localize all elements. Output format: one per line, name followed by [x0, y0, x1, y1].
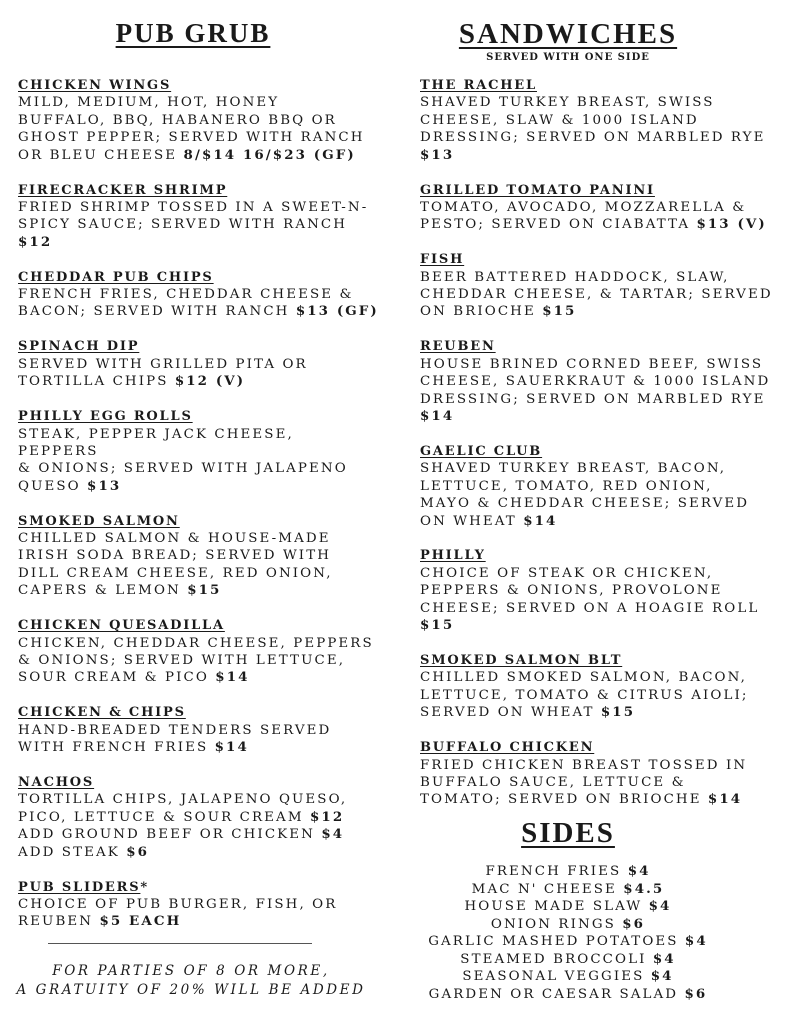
item-name: FISH: [420, 252, 465, 268]
item-description: CHICKEN, CHEDDAR CHEESE, PEPPERS & ONIONS; SERVED WITH LETTUCE, SOUR CREAM & PICO $14: [18, 635, 374, 686]
side-price: $4: [652, 950, 676, 967]
item-name: CHEDDAR PUB CHIPS: [18, 269, 214, 285]
item-price: $15: [542, 303, 577, 320]
item-description: HAND-BREADED TENDERS SERVED WITH FRENCH FRIES $14: [18, 722, 332, 756]
item-description: FRENCH FRIES, CHEDDAR CHEESE & BACON; SERVED WITH RANCH $13 (GF): [18, 287, 379, 320]
menu-item-chicken-wings: [18, 77, 380, 164]
addon-price: $4: [321, 826, 345, 843]
menu-item-cheddar-pub-chips: [18, 269, 380, 321]
menu-item-smoked-salmon-blt: [420, 652, 780, 722]
item-price: $14: [523, 512, 558, 529]
item-description: CHOICE OF PUB BURGER, FISH, OR REUBEN $5 EACH: [18, 896, 338, 930]
item-name: NACHOS: [18, 775, 95, 790]
item-description: FRIED CHICKEN BREAST TOSSED IN BUFFALO SAUCE, LETTUCE & TOMATO; SERVED ON BRIOCHE $14: [420, 757, 748, 808]
footer-line-1: FOR PARTIES OF 8 OR MORE,: [52, 963, 330, 979]
item-name: FIRECRACKER SHRIMP: [18, 182, 228, 198]
item-name: REUBEN: [420, 339, 496, 355]
item-price: $15: [420, 617, 455, 634]
item-name: THE RACHEL: [420, 78, 537, 93]
pub-grub-list: [18, 77, 380, 948]
side-item: STEAMED BROCCOLI $4: [460, 950, 676, 967]
addon-price: $6: [126, 843, 150, 860]
item-price: $13: [420, 146, 455, 163]
item-name: PHILLY EGG ROLLS: [18, 409, 193, 425]
item-description: SERVED WITH GRILLED PITA OR TORTILLA CHIPS $12 (V): [18, 356, 308, 390]
side-price: $4: [627, 863, 651, 879]
menu-item-chicken-and-chips: [18, 704, 380, 756]
sides-title: SIDES: [521, 817, 615, 849]
side-item: GARDEN OR CAESAR SALAD $6: [428, 985, 708, 1002]
item-price: $5 EACH: [99, 913, 182, 930]
item-description: CHILLED SMOKED SALMON, BACON, LETTUCE, TOMATO & CITRUS AIOLI; SERVED ON WHEAT $15: [420, 670, 749, 721]
item-price: $15: [600, 704, 636, 721]
menu-item-reuben: [420, 338, 780, 425]
menu-item-buffalo-chicken: [420, 739, 780, 809]
footer-line-2: A GRATUITY OF 20% WILL BE ADDED: [16, 982, 366, 998]
item-price: 8/$14 16/$23 (GF): [183, 146, 356, 163]
side-price: $4.5: [623, 880, 665, 897]
divider: [48, 943, 312, 944]
item-price: $14: [215, 669, 250, 686]
item-description: STEAK, PEPPER JACK CHEESE, PEPPERS & ONIONS; SERVED WITH JALAPENO QUESO $13: [18, 426, 348, 494]
item-name: BUFFALO CHICKEN: [420, 740, 595, 756]
item-price: $14: [214, 739, 249, 756]
menu-item-firecracker-shrimp: [18, 182, 380, 252]
side-price: $6: [622, 915, 646, 932]
menu-item-fish: [420, 251, 780, 321]
side-item: GARLIC MASHED POTATOES $4: [428, 933, 708, 949]
item-description: TOMATO, AVOCADO, MOZZARELLA & PESTO; SERVED ON CIABATTA $13 (V): [420, 199, 767, 233]
item-addon: ADD STEAK: [18, 844, 127, 860]
gratuity-notice: [8, 962, 374, 1000]
side-item: MAC N' CHEESE $4.5: [471, 880, 665, 897]
item-name: SPINACH DIP: [18, 339, 140, 355]
item-description: SHAVED TURKEY BREAST, BACON, LETTUCE, TOMATO, RED ONION, MAYO & CHEDDAR CHEESE; SERVED ON WHEAT $14: [420, 461, 750, 529]
sandwiches-list: [420, 77, 780, 826]
menu-item-smoked-salmon: [18, 513, 380, 600]
side-item: FRENCH FRIES $4: [485, 863, 651, 879]
item-price: $15: [187, 582, 222, 599]
menu-item-pub-sliders: [18, 879, 380, 931]
menu-item-gaelic-club: [420, 443, 780, 530]
item-description: CHILLED SALMON & HOUSE-MADE IRISH SODA BREAD; SERVED WITH DILL CREAM CHEESE, RED ONION, CAPERS & LEMON $15: [18, 531, 333, 599]
item-name: SMOKED SALMON BLT: [420, 652, 623, 668]
item-description: TORTILLA CHIPS, JALAPENO QUESO, PICO, LETTUCE & SOUR CREAM $12 ADD GROUND BEEF OR CHICKEN $4 ADD STEAK $6: [18, 792, 348, 860]
item-name: CHICKEN & CHIPS: [18, 705, 186, 721]
item-name: GRILLED TOMATO PANINI: [420, 182, 655, 198]
sides-list: [420, 863, 716, 1003]
item-description: MILD, MEDIUM, HOT, HONEY BUFFALO, BBQ, HABANERO BBQ OR GHOST PEPPER; SERVED WITH RANCH OR BLEU CHEESE 8/$14 16/$23 (GF): [18, 95, 365, 163]
item-price: $13 (GF): [295, 303, 379, 320]
item-name: SMOKED SALMON: [18, 513, 180, 529]
side-price: $6: [684, 985, 708, 1002]
item-description: FRIED SHRIMP TOSSED IN A SWEET-N- SPICY SAUCE; SERVED WITH RANCH $12: [18, 199, 369, 250]
item-name: CHICKEN QUESADILLA: [18, 618, 225, 634]
item-description: BEER BATTERED HADDOCK, SLAW, CHEDDAR CHEESE, & TARTAR; SERVED ON BRIOCHE $15: [420, 269, 773, 320]
menu-item-chicken-quesadilla: [18, 617, 380, 687]
item-price: $12: [309, 808, 345, 825]
item-price: $12 (V): [174, 373, 246, 390]
side-price: $4: [684, 933, 708, 949]
item-description: CHOICE OF STEAK OR CHICKEN, PEPPERS & ONIONS, PROVOLONE CHEESE; SERVED ON A HOAGIE ROLL $15: [420, 565, 760, 634]
side-item: SEASONAL VEGGIES $4: [462, 968, 674, 984]
item-price: $13: [87, 477, 122, 494]
side-item: ONION RINGS $6: [490, 915, 646, 932]
menu-item-nachos: [18, 774, 380, 861]
side-price: $4: [648, 898, 672, 914]
item-addon: ADD GROUND BEEF OR CHICKEN: [18, 827, 322, 843]
side-price: $4: [650, 968, 674, 984]
item-name: CHICKEN WINGS: [18, 78, 172, 93]
item-name: PUB SLIDERS*: [18, 879, 150, 895]
menu-item-grilled-tomato-panini: [420, 182, 780, 234]
item-description: SHAVED TURKEY BREAST, SWISS CHEESE, SLAW & 1000 ISLAND DRESSING; SERVED ON MARBLED RYE $13: [420, 95, 766, 163]
sandwiches-title: SANDWICHES: [458, 18, 678, 50]
menu-item-philly: [420, 547, 780, 634]
item-price: $14: [707, 791, 743, 808]
side-item: HOUSE MADE SLAW $4: [464, 898, 672, 914]
asterisk: *: [140, 879, 150, 895]
item-price: $12: [18, 233, 53, 250]
sandwiches-subtitle: SERVED WITH ONE SIDE: [486, 52, 650, 63]
item-name: PHILLY: [420, 548, 486, 564]
menu-item-philly-egg-rolls: [18, 408, 380, 495]
item-description: HOUSE BRINED CORNED BEEF, SWISS CHEESE, SAUERKRAUT & 1000 ISLAND DRESSING; SERVED ON MARBLED RYE $14: [420, 356, 771, 424]
item-price: $13 (V): [696, 216, 767, 233]
item-name: GAELIC CLUB: [420, 443, 543, 459]
item-price: $14: [420, 408, 455, 424]
pub-grub-title: PUB GRUB: [115, 18, 271, 48]
menu-item-the-rachel: [420, 77, 780, 164]
menu-item-spinach-dip: [18, 338, 380, 390]
